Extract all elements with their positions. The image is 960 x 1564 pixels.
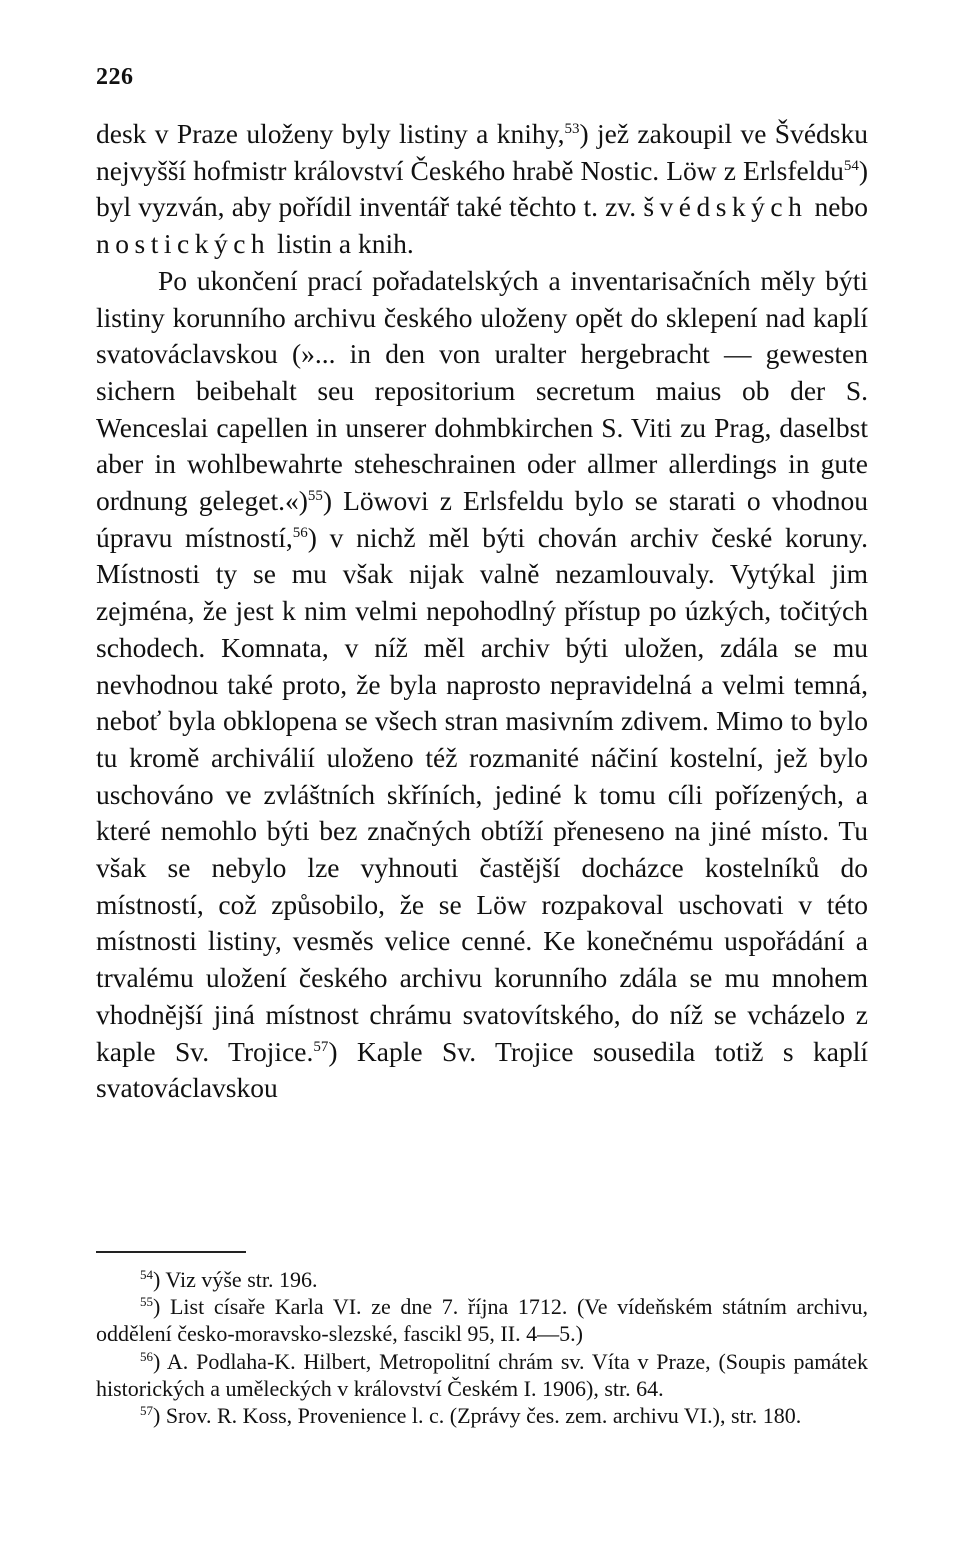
footnote-55 [96,1293,868,1347]
footnote-text: ) List císaře Karla VI. ze dne 7. října 1712. (Ve vídeňském státním archivu, oddělení česko-moravsko-slezské, fascikl 95, II. 4—5.) [96,1294,868,1347]
footnote-54 [96,1266,868,1293]
footnote-57 [96,1402,868,1429]
footnote-text: ) Srov. R. Koss, Provenience l. c. (Zprávy čes. zem. archivu VI.), str. 180. [153,1403,802,1429]
footnote-56 [96,1348,868,1402]
text-segment: ) v nichž měl býti chován archiv české koruny. Místnosti ty se mu však nijak valně nezamlouvaly. Vytýkal jim zejména, že jest k nim velmi nepohodlný přístup po úzkých, točitých schodech. Komnata, v níž měl archiv býti uložen, zdála se mu nevhodnou také proto, že byla naprosto nepravidelná a velmi temná, neboť byla obklopena se všech stran masivním zdivem. Mimo to bylo tu kromě archiválií uloženo též rozmanité náčiní kostelní, jež bylo uschováno ve zvláštních skříních, jediné k tomu cíli pořízených, a které nemohlo býti bez značných obtíží přeneseno na jiné místo. Tu však se nebylo lze vyhnouti častější docházce kostelníků do místností, což způsobilo, že se Löw rozpakoval uschovati v této místnosti listiny, vesměs velice cenné. Ke konečnému uspořádání a trvalému uložení českého archivu korunního zdála se mu mnohem vhodnější jiná místnost chrámu svatovítského, do níž se vcházelo z kaple Sv. Trojice. [96,521,868,1067]
footnote-ref-54: 54 [843,157,859,174]
footnote-text: ) A. Podlaha-K. Hilbert, Metropolitní chrám sv. Víta v Praze, (Soupis památek historických a uměleckých v království Českém I. 1906), str. 64. [96,1348,868,1401]
text-segment: Po ukončení prací pořadatelských a inventarisačních měly býti listiny korunního archivu českého uloženy opět do sklepení nad kaplí svatováclavskou (»... in den von uralter hergebracht — gewesten sichern beibehalt seu repositorium secretum maius ob der S. Wenceslai capellen in unserer dohmbkirchen S. Viti zu Prag, daselbst aber in wohlbewahrte steheschrainen oder allmer allerdings in gute ordnung geleget.«) [96,264,868,517]
text-segment: listin a knih. [270,228,414,260]
paragraph-1 [96,116,868,263]
text-segment: desk v Praze uloženy byly listiny a knihy, [96,118,565,149]
footnote-marker: 56 [140,1348,153,1364]
footnote-ref-53: 53 [564,121,580,137]
footnote-divider [96,1251,246,1253]
footnote-text: ) Viz výše str. 196. [153,1267,318,1292]
footnote-ref-56: 56 [292,524,308,541]
footnote-marker: 54 [140,1267,153,1282]
page-number: 226 [96,64,134,90]
footnote-ref-55: 55 [307,488,323,505]
spaced-emphasis: švédských [643,191,808,223]
footnotes [96,1266,868,1429]
text-segment: nebo [807,191,868,223]
body-text [96,116,868,1107]
footnote-marker: 55 [140,1294,153,1310]
footnote-ref-57: 57 [313,1038,329,1055]
footnote-marker: 57 [140,1403,153,1419]
text-segment: ) jež zakoupil ve Švédsku nejvyšší hofmistr království Českého hrabě Nostic. Löw z Erlsfeldu [96,118,869,186]
text-segment: ) byl vyzván, aby pořídil inventář také těchto t. zv. [96,154,868,223]
text-segment: ) Kaple Sv. Trojice sousedila totiž s kaplí svatováclavskou [96,1035,868,1104]
text-segment: ) Löwovi z Erlsfeldu bylo se starati o vhodnou úpravu místností, [96,485,868,553]
paragraph-2 [96,263,868,1107]
spaced-emphasis: nostických [96,228,271,260]
